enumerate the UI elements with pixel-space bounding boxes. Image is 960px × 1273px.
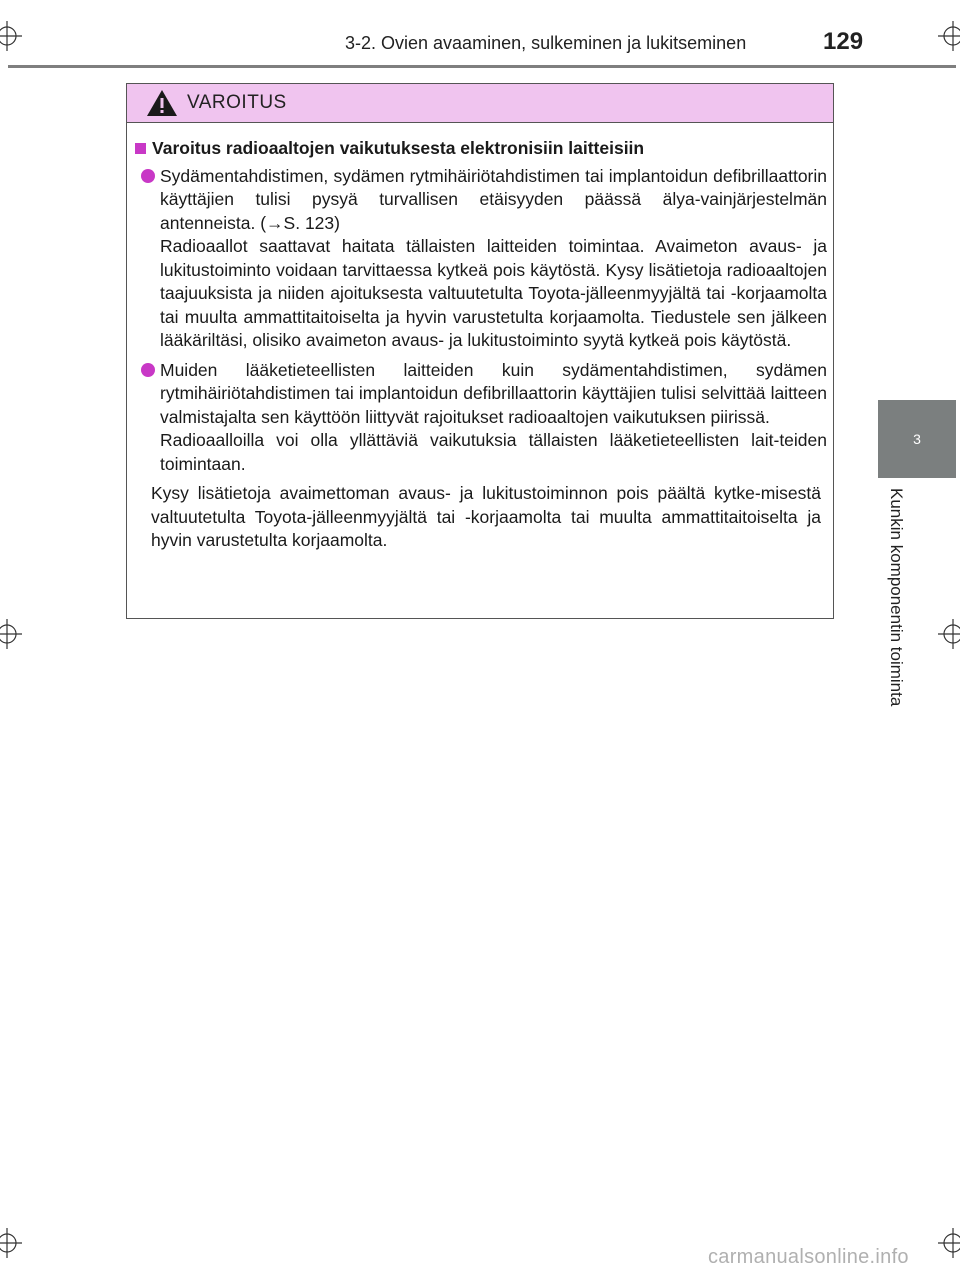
section-title: 3-2. Ovien avaaminen, sulkeminen ja lukitseminen <box>345 33 747 53</box>
crop-mark-icon <box>938 619 960 649</box>
paragraph: Muiden lääketieteellisten laitteiden kuin sydämentahdistimen, sydämen rytmihäiriötahdistimen tai implantoidun defibrillaattorin käyttäjien tulisi selvittää laitteen valmistajalta sen käyttöön liittyvät rajoitukset radioaaltojen vaikutuksen piirissä. <box>160 359 827 427</box>
header-divider <box>8 65 956 68</box>
warning-box <box>126 83 834 619</box>
paragraph: Radioaallot saattavat haitata tällaisten laitteiden toimintaa. Avaimeton avaus- ja lukitustoiminto voidaan tarvittaessa kytkeä pois käytöstä. Kysy lisätietoja radioaaltojen taajuuksista ja niiden ajoituksesta valtuutetulta Toyota-jälleenmyyjältä tai -korjaamolta tai muulta ammattitaitoiselta ja hyvin varustetulta korjaamolta. Tiedustele sen jälkeen lääkäriltäsi, olisiko avaimeton avaus- ja lukitustoiminto syytä kytkeä pois käytöstä. <box>160 236 827 350</box>
footer-watermark: carmanualsonline.info <box>708 1246 909 1268</box>
crop-mark-icon <box>938 21 960 51</box>
crop-mark-icon <box>0 1228 22 1258</box>
chapter-number: 3 <box>913 431 921 447</box>
warning-body <box>127 123 833 553</box>
list-item <box>135 165 827 353</box>
list-item <box>135 359 827 477</box>
round-bullet-icon <box>141 363 155 377</box>
chapter-label: Kunkin komponentin toiminta <box>887 488 906 707</box>
round-bullet-icon <box>141 169 155 183</box>
paragraph: Sydämentahdistimen, sydämen rytmihäiriötahdistimen tai implantoidun defibrillaattorin käyttäjien tulisi pysyä turvallisen etäisyyden päässä älya-vainjärjestelmän antenneista. (→S. 123) <box>160 165 827 233</box>
warning-title: VAROITUS <box>187 92 287 113</box>
crop-mark-icon <box>0 619 22 649</box>
chapter-tab <box>878 400 956 478</box>
crop-mark-icon <box>938 1228 960 1258</box>
warning-section-heading <box>135 137 827 161</box>
closing-paragraph: Kysy lisätietoja avaimettoman avaus- ja lukitustoiminnon pois päältä kytke-misestä valtuutetulta Toyota-jälleenmyyjältä tai -korjaamolta tai muulta ammattitaitoiselta ja hyvin varustetulta korjaamolta. <box>151 483 821 550</box>
square-bullet-icon <box>135 143 146 154</box>
warning-section-heading-text: Varoitus radioaaltojen vaikutuksesta elektronisiin laitteisiin <box>152 138 645 158</box>
chapter-label-container <box>856 488 936 738</box>
warning-header <box>127 84 833 123</box>
page-number: 129 <box>823 28 864 55</box>
warning-triangle-icon <box>145 88 179 118</box>
paragraph: Radioaalloilla voi olla yllättäviä vaikutuksia tällaisten lääketieteellisten lait-teiden toimintaan. <box>160 430 827 474</box>
crop-mark-icon <box>0 21 22 51</box>
